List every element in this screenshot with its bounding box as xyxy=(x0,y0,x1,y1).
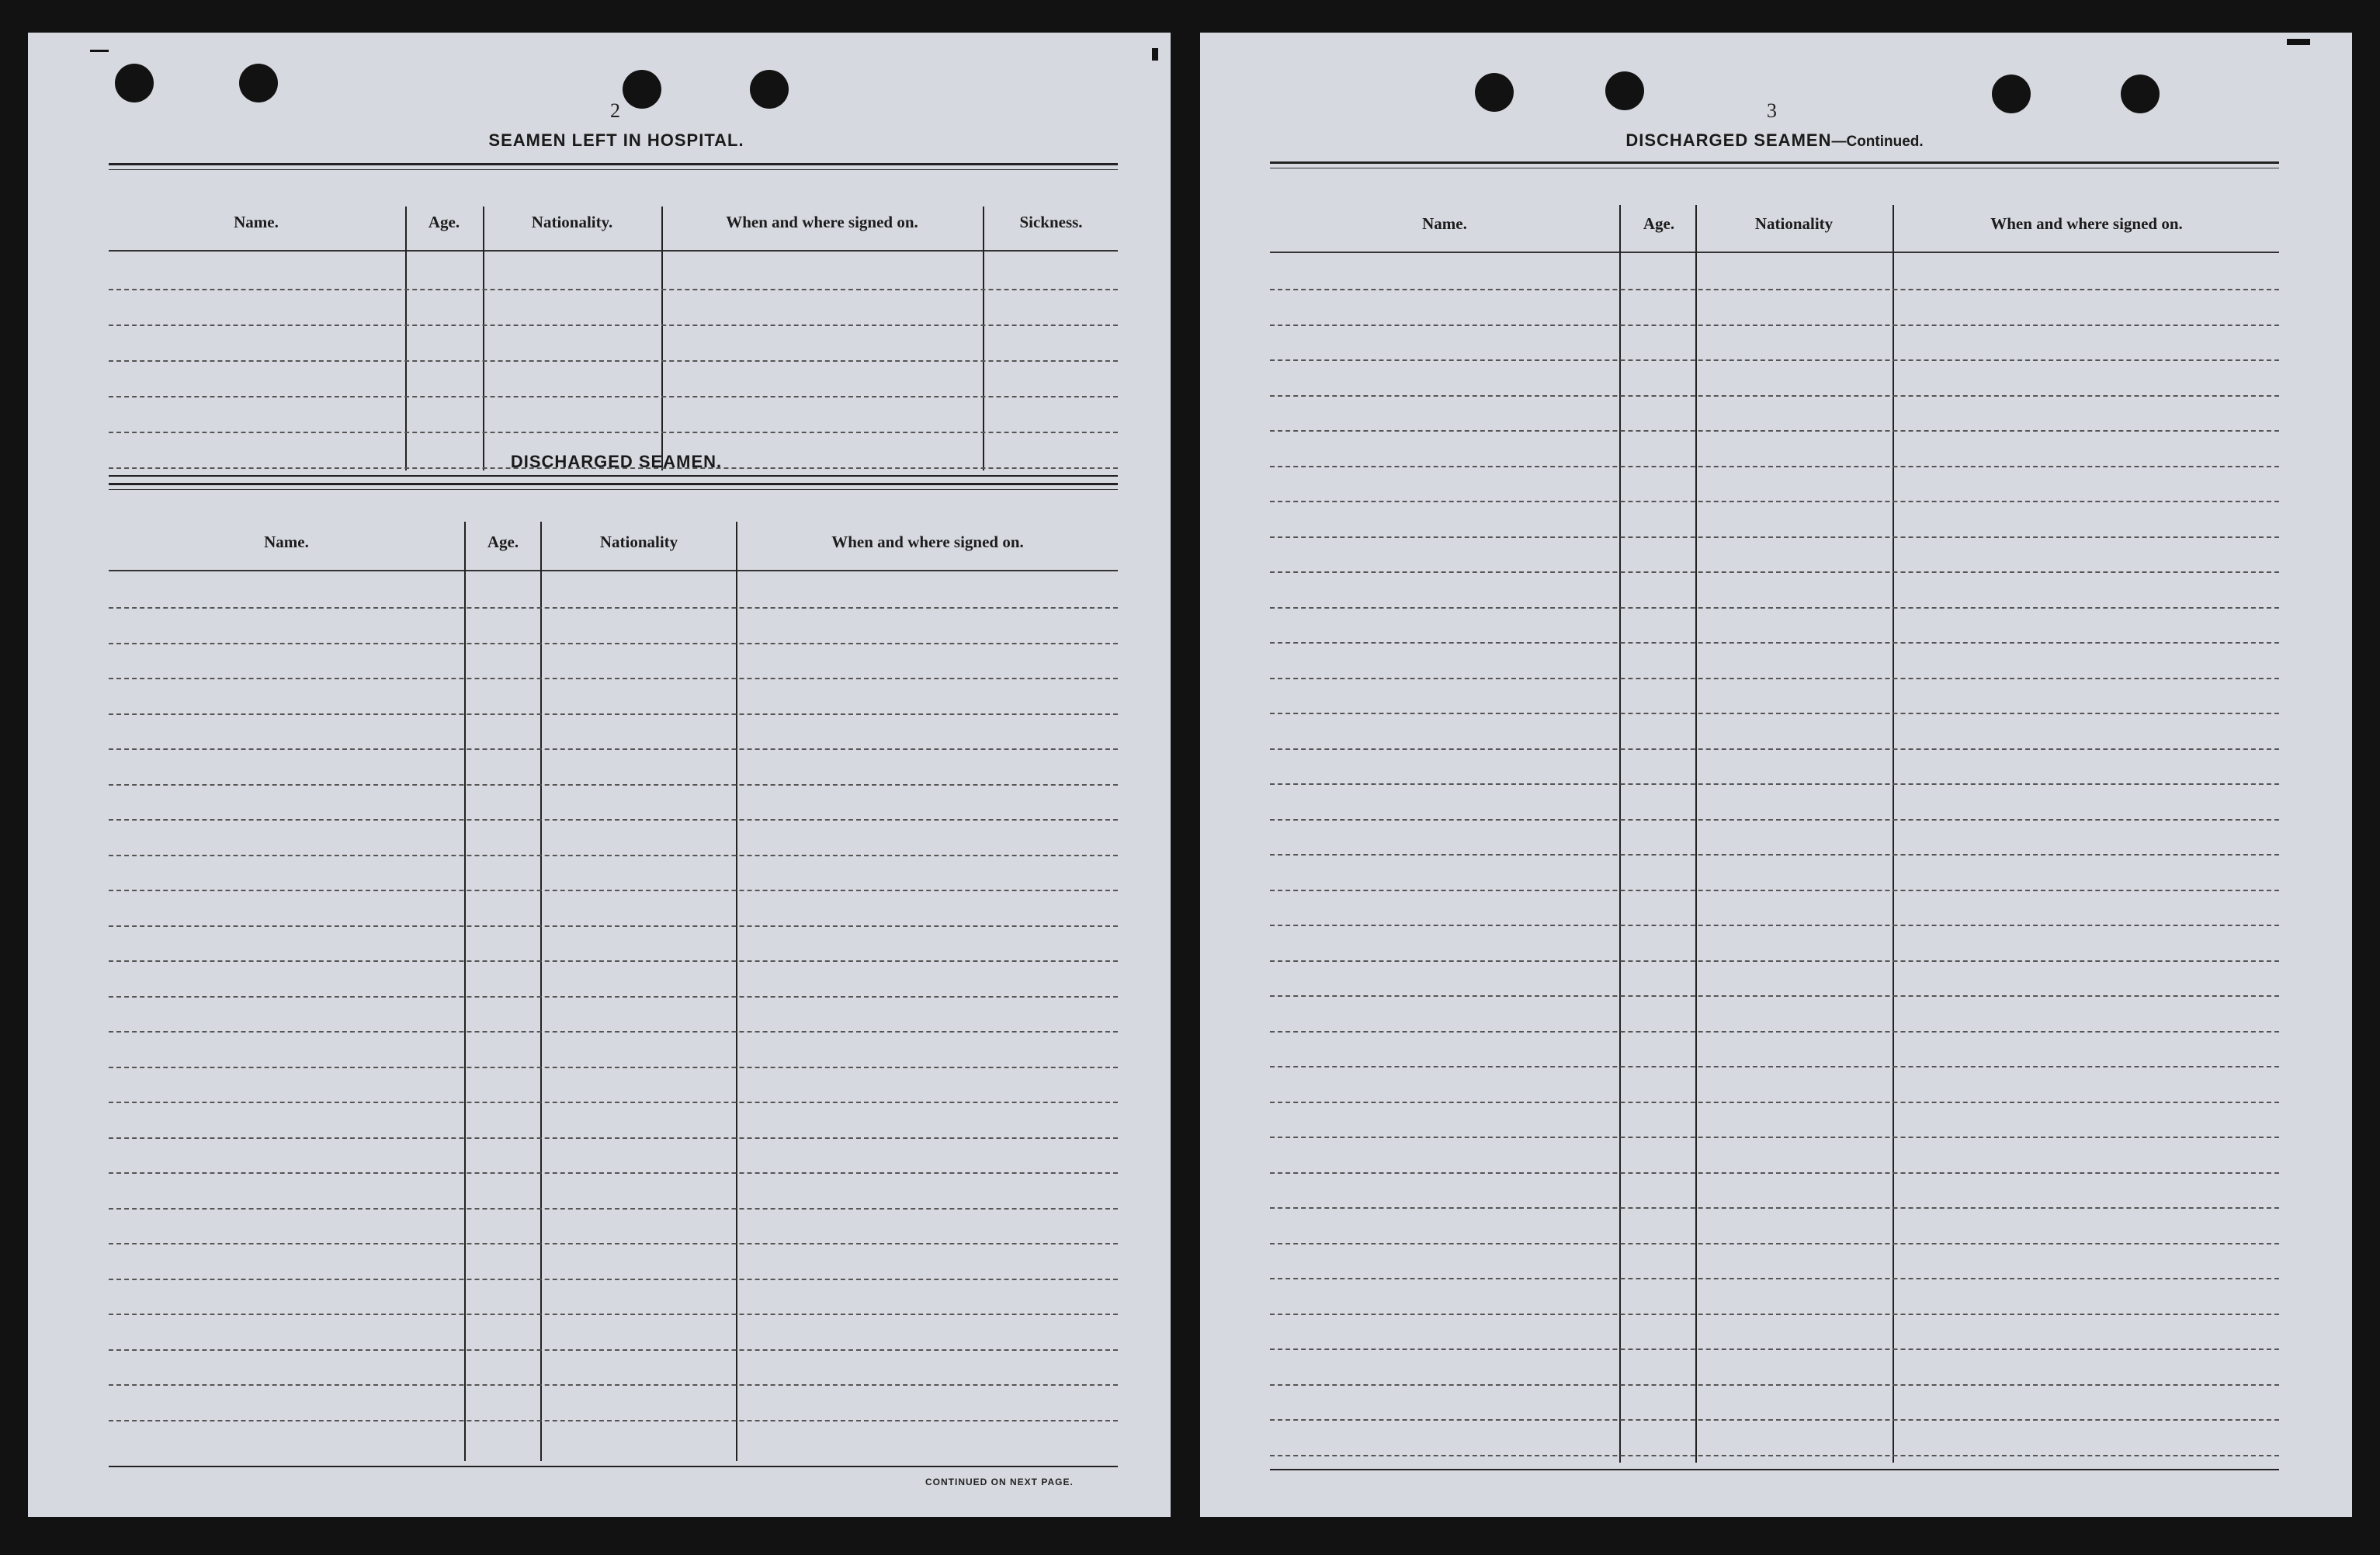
entry-row xyxy=(109,1349,1118,1351)
entry-row xyxy=(1270,854,2279,856)
discharged-table xyxy=(109,483,1118,1477)
col-header-sickness: Sickness. xyxy=(1019,213,1083,231)
entry-row xyxy=(1270,571,2279,573)
entry-row xyxy=(1270,1384,2279,1386)
entry-row xyxy=(1270,890,2279,891)
entry-row xyxy=(109,996,1118,998)
entry-row xyxy=(1270,1207,2279,1209)
entry-row xyxy=(109,1031,1118,1033)
punch-hole xyxy=(1605,71,1644,110)
entry-row xyxy=(1270,501,2279,502)
entry-row xyxy=(109,784,1118,786)
col-header-age: Age. xyxy=(1643,214,1675,233)
entry-row xyxy=(109,1420,1118,1421)
hospital-table xyxy=(109,163,1118,481)
punch-hole xyxy=(239,64,278,102)
entry-row xyxy=(1270,1419,2279,1421)
punch-hole xyxy=(623,70,661,109)
entry-row xyxy=(109,1314,1118,1315)
left-page xyxy=(28,33,1171,1517)
entry-row xyxy=(109,819,1118,821)
entry-row xyxy=(109,607,1118,609)
entry-row xyxy=(109,1137,1118,1139)
entry-row xyxy=(1270,748,2279,750)
entry-row xyxy=(1270,1102,2279,1103)
entry-row xyxy=(1270,1066,2279,1067)
col-header-age: Age. xyxy=(487,533,519,551)
entry-row xyxy=(1270,289,2279,290)
col-header-nationality: Nationality xyxy=(1754,214,1834,233)
entry-row xyxy=(109,643,1118,644)
entry-row xyxy=(109,1384,1118,1386)
entry-row xyxy=(109,960,1118,962)
entry-row xyxy=(109,1067,1118,1068)
col-header-nationality: Nationality xyxy=(599,533,678,551)
entry-row xyxy=(1270,607,2279,609)
entry-row xyxy=(109,890,1118,891)
page-number: 3 xyxy=(1767,99,1777,122)
entry-row xyxy=(1270,713,2279,714)
entry-row xyxy=(1270,1137,2279,1138)
entry-row xyxy=(1270,1314,2279,1315)
entry-row xyxy=(109,855,1118,856)
right-page xyxy=(1200,33,2352,1517)
entry-row xyxy=(109,713,1118,715)
punch-hole xyxy=(1475,73,1514,112)
entry-row xyxy=(1270,1348,2279,1350)
entry-row xyxy=(1270,395,2279,397)
entry-row xyxy=(109,1243,1118,1244)
col-header-nationality: Nationality. xyxy=(531,213,613,231)
entry-row xyxy=(109,1279,1118,1280)
entry-row xyxy=(1270,466,2279,467)
entry-row xyxy=(109,925,1118,927)
entry-row xyxy=(1270,1172,2279,1174)
entry-row xyxy=(109,1102,1118,1103)
discharged-continued-title: DISCHARGED SEAMEN—Continued. xyxy=(1625,130,1924,150)
col-header-name: Name. xyxy=(234,213,279,231)
entry-row xyxy=(109,1172,1118,1174)
entry-row xyxy=(1270,678,2279,679)
punch-hole xyxy=(2121,75,2160,113)
hospital-section-title: SEAMEN LEFT IN HOSPITAL. xyxy=(488,130,744,150)
mark xyxy=(2287,39,2310,45)
entry-row xyxy=(1270,642,2279,644)
entry-row xyxy=(109,748,1118,750)
col-header-signed-on: When and where signed on. xyxy=(831,533,1024,551)
entry-row xyxy=(1270,359,2279,361)
col-header-signed-on: When and where signed on. xyxy=(1990,214,2183,233)
col-header-name: Name. xyxy=(264,533,309,551)
page-number: 2 xyxy=(610,99,620,122)
entry-row xyxy=(1270,1031,2279,1033)
col-header-name: Name. xyxy=(1422,214,1467,233)
discharged-section-title: DISCHARGED SEAMEN. xyxy=(510,452,723,471)
entry-row xyxy=(1270,995,2279,997)
entry-row xyxy=(1270,960,2279,962)
entry-row xyxy=(1270,325,2279,326)
entry-row xyxy=(1270,1455,2279,1456)
continued-note: CONTINUED ON NEXT PAGE. xyxy=(925,1477,1074,1487)
entry-row xyxy=(1270,430,2279,432)
entry-row xyxy=(109,1208,1118,1210)
punch-hole xyxy=(1992,75,2031,113)
entry-row xyxy=(1270,783,2279,785)
entry-row xyxy=(1270,1243,2279,1244)
entry-row xyxy=(1270,925,2279,926)
punch-hole xyxy=(750,70,789,109)
punch-hole xyxy=(115,64,154,102)
col-header-signed-on: When and where signed on. xyxy=(726,213,918,231)
mark xyxy=(90,50,109,52)
entry-row xyxy=(1270,1278,2279,1279)
col-header-age: Age. xyxy=(428,213,460,231)
entry-row xyxy=(1270,536,2279,538)
discharged-continued-table xyxy=(1270,161,2279,1481)
entry-row xyxy=(109,678,1118,679)
mark xyxy=(1152,48,1158,61)
entry-row xyxy=(1270,819,2279,821)
